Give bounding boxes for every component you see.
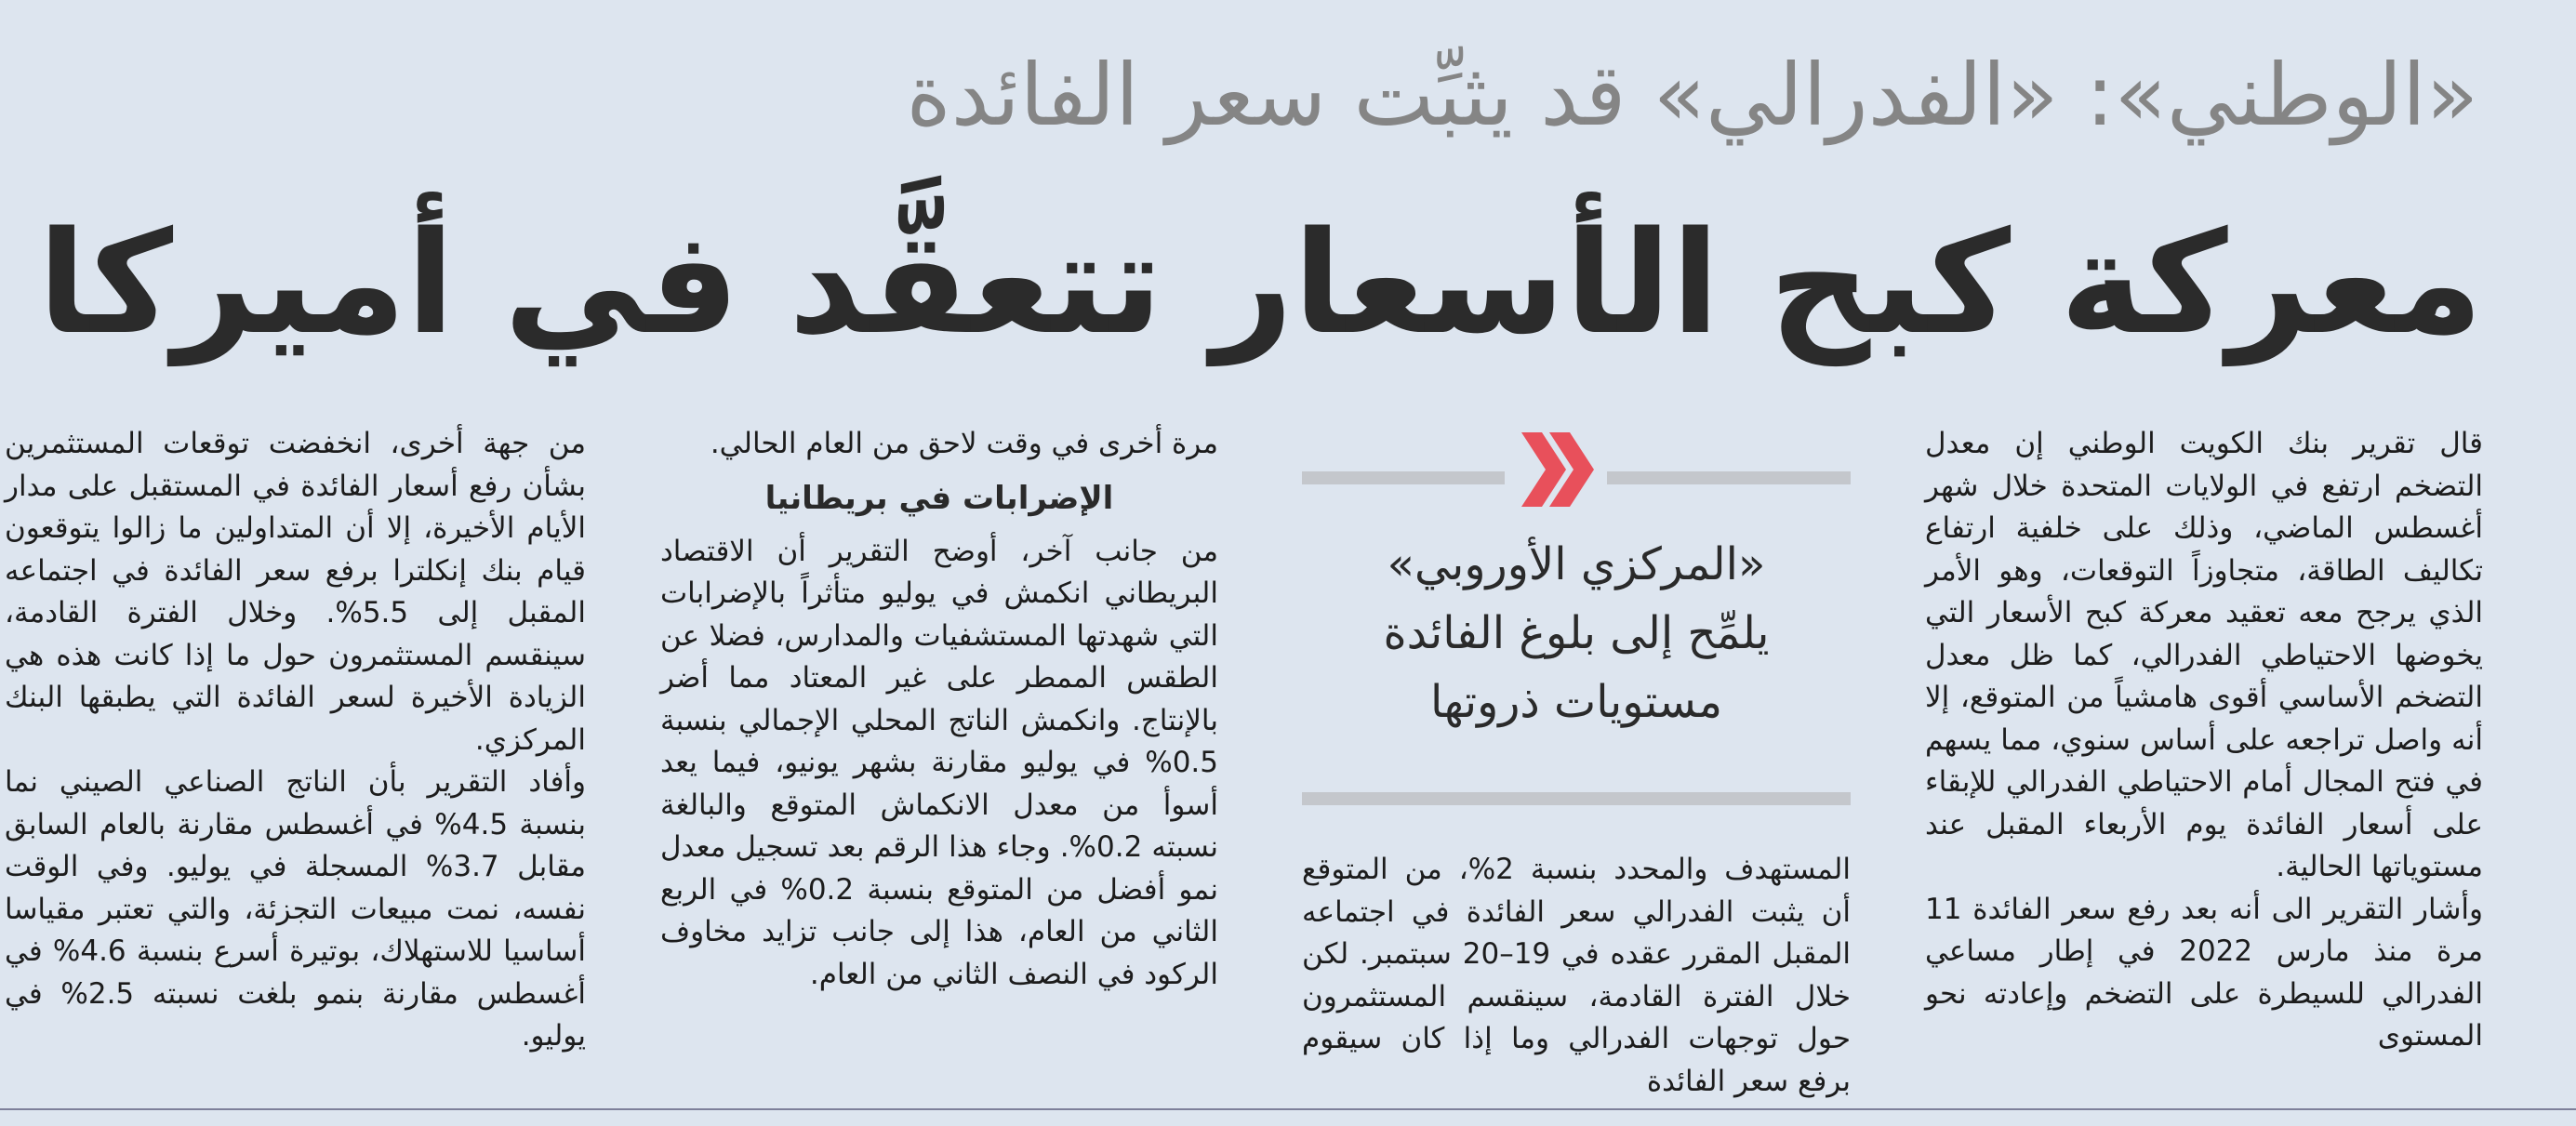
article-column-1 (1925, 423, 2483, 1058)
headline: معركة كبح الأسعار تتعقَّد في أميركا (37, 201, 2483, 365)
pull-quote-bottom-rule (1302, 792, 1851, 805)
double-chevron-quote-icon (1505, 423, 1607, 516)
paragraph: من جانب آخر، أوضح التقرير أن الاقتصاد البريطاني انكمش في يوليو متأثراً بالإضرابات التي شهدتها المستشفيات والمدارس، فضلا عن الطقس الممطر على غير المعتاد مما أضر بالإنتاج. وانكمش الناتج المحلي الإجمالي بنسبة 0.5% في يوليو مقارنة بشهر يونيو، فيما يعد أسوأ من معدل الانكماش المتوقع والبالغة نسبته 0.2%. وجاء هذا الرقم بعد تسجيل معدل نمو أفضل من المتوقع بنسبة 0.2% في الربع الثاني من العام، هذا إلى جانب تزايد مخاوف الركود في النصف الثاني من العام. (660, 534, 1218, 991)
paragraph: من جهة أخرى، انخفضت توقعات المستثمرين بشأن رفع أسعار الفائدة في المستقبل على مدار الأيام الأخيرة، إلا أن المتداولين ما زالوا يتوقعون قيام بنك إنكلترا برفع سعر الفائدة في اجتماعه المقبل إلى 5.5%. وخلال الفترة القادمة، سينقسم المستثمرون حول ما إذا كانت هذه هي الزيادة الأخيرة لسعر الفائدة التي يطبقها البنك المركزي. (5, 427, 586, 757)
article-column-3 (660, 423, 1218, 996)
pull-quote (1302, 423, 1851, 814)
pull-quote-line: يلمِّح إلى بلوغ الفائدة (1383, 607, 1770, 659)
paragraph: المستهدف والمحدد بنسبة 2%، من المتوقع أن يثبت الفدرالي سعر الفائدة في اجتماعه المقبل المقرر عقده في 19–20 سبتمبر. لكن خلال الفترة القادمة، سينقسم المستثمرون حول توجهات الفدرالي وما إذا كان سيقوم برفع سعر الفائدة (1302, 853, 1852, 1098)
pull-quote-line: مستويات ذروتها (1429, 676, 1723, 728)
paragraph: قال تقرير بنك الكويت الوطني إن معدل التضخم ارتفع في الولايات المتحدة خلال شهر أغسطس الماضي، وذلك على خلفية ارتفاع تكاليف الطاقة، متجاوزاً التوقعات، وهو الأمر الذي يرجح معه تعقيد معركة كبح الأسعار التي يخوضها الاحتياطي الفدرالي، كما ظل معدل التضخم الأساسي أقوى هامشياً من المتوقع، إلا أنه واصل تراجعه على أساس سنوي، مما يسهم في فتح المجال أمام الاحتياطي الفدرالي للإبقاء على أسعار الفائدة يوم الأربعاء المقبل عند مستوياتها الحالية. (1925, 427, 2483, 883)
kicker: «الوطني»: «الفدرالي» قد يثبِّت سعر الفائدة (906, 46, 2478, 145)
paragraph: وأفاد التقرير بأن الناتج الصناعي الصيني نما بنسبة 4.5% في أغسطس مقارنة بالعام السابق مقابل 3.7% المسجلة في يوليو. وفي الوقت نفسه، نمت مبيعات التجزئة، والتي تعتبر مقياسا أساسيا للاستهلاك، بوتيرة أسرع بنسبة 4.6% في أغسطس مقارنة بنمو بلغت نسبته 2.5% في يوليو. (5, 765, 586, 1053)
article-column-4 (5, 423, 586, 1058)
page-bottom-rule (0, 1108, 2576, 1110)
pull-quote-line: «المركزي الأوروبي» (1387, 538, 1766, 590)
pull-quote-text (1302, 530, 1851, 736)
paragraph: مرة أخرى في وقت لاحق من العام الحالي. (710, 427, 1218, 460)
section-subhead: الإضرابات في بريطانيا (764, 479, 1114, 517)
paragraph: وأشار التقرير الى أنه بعد رفع سعر الفائدة 11 مرة منذ مارس 2022 في إطار مساعي الفدرالي للسيطرة على التضخم وإعادته نحو المستوى (1925, 892, 2484, 1053)
